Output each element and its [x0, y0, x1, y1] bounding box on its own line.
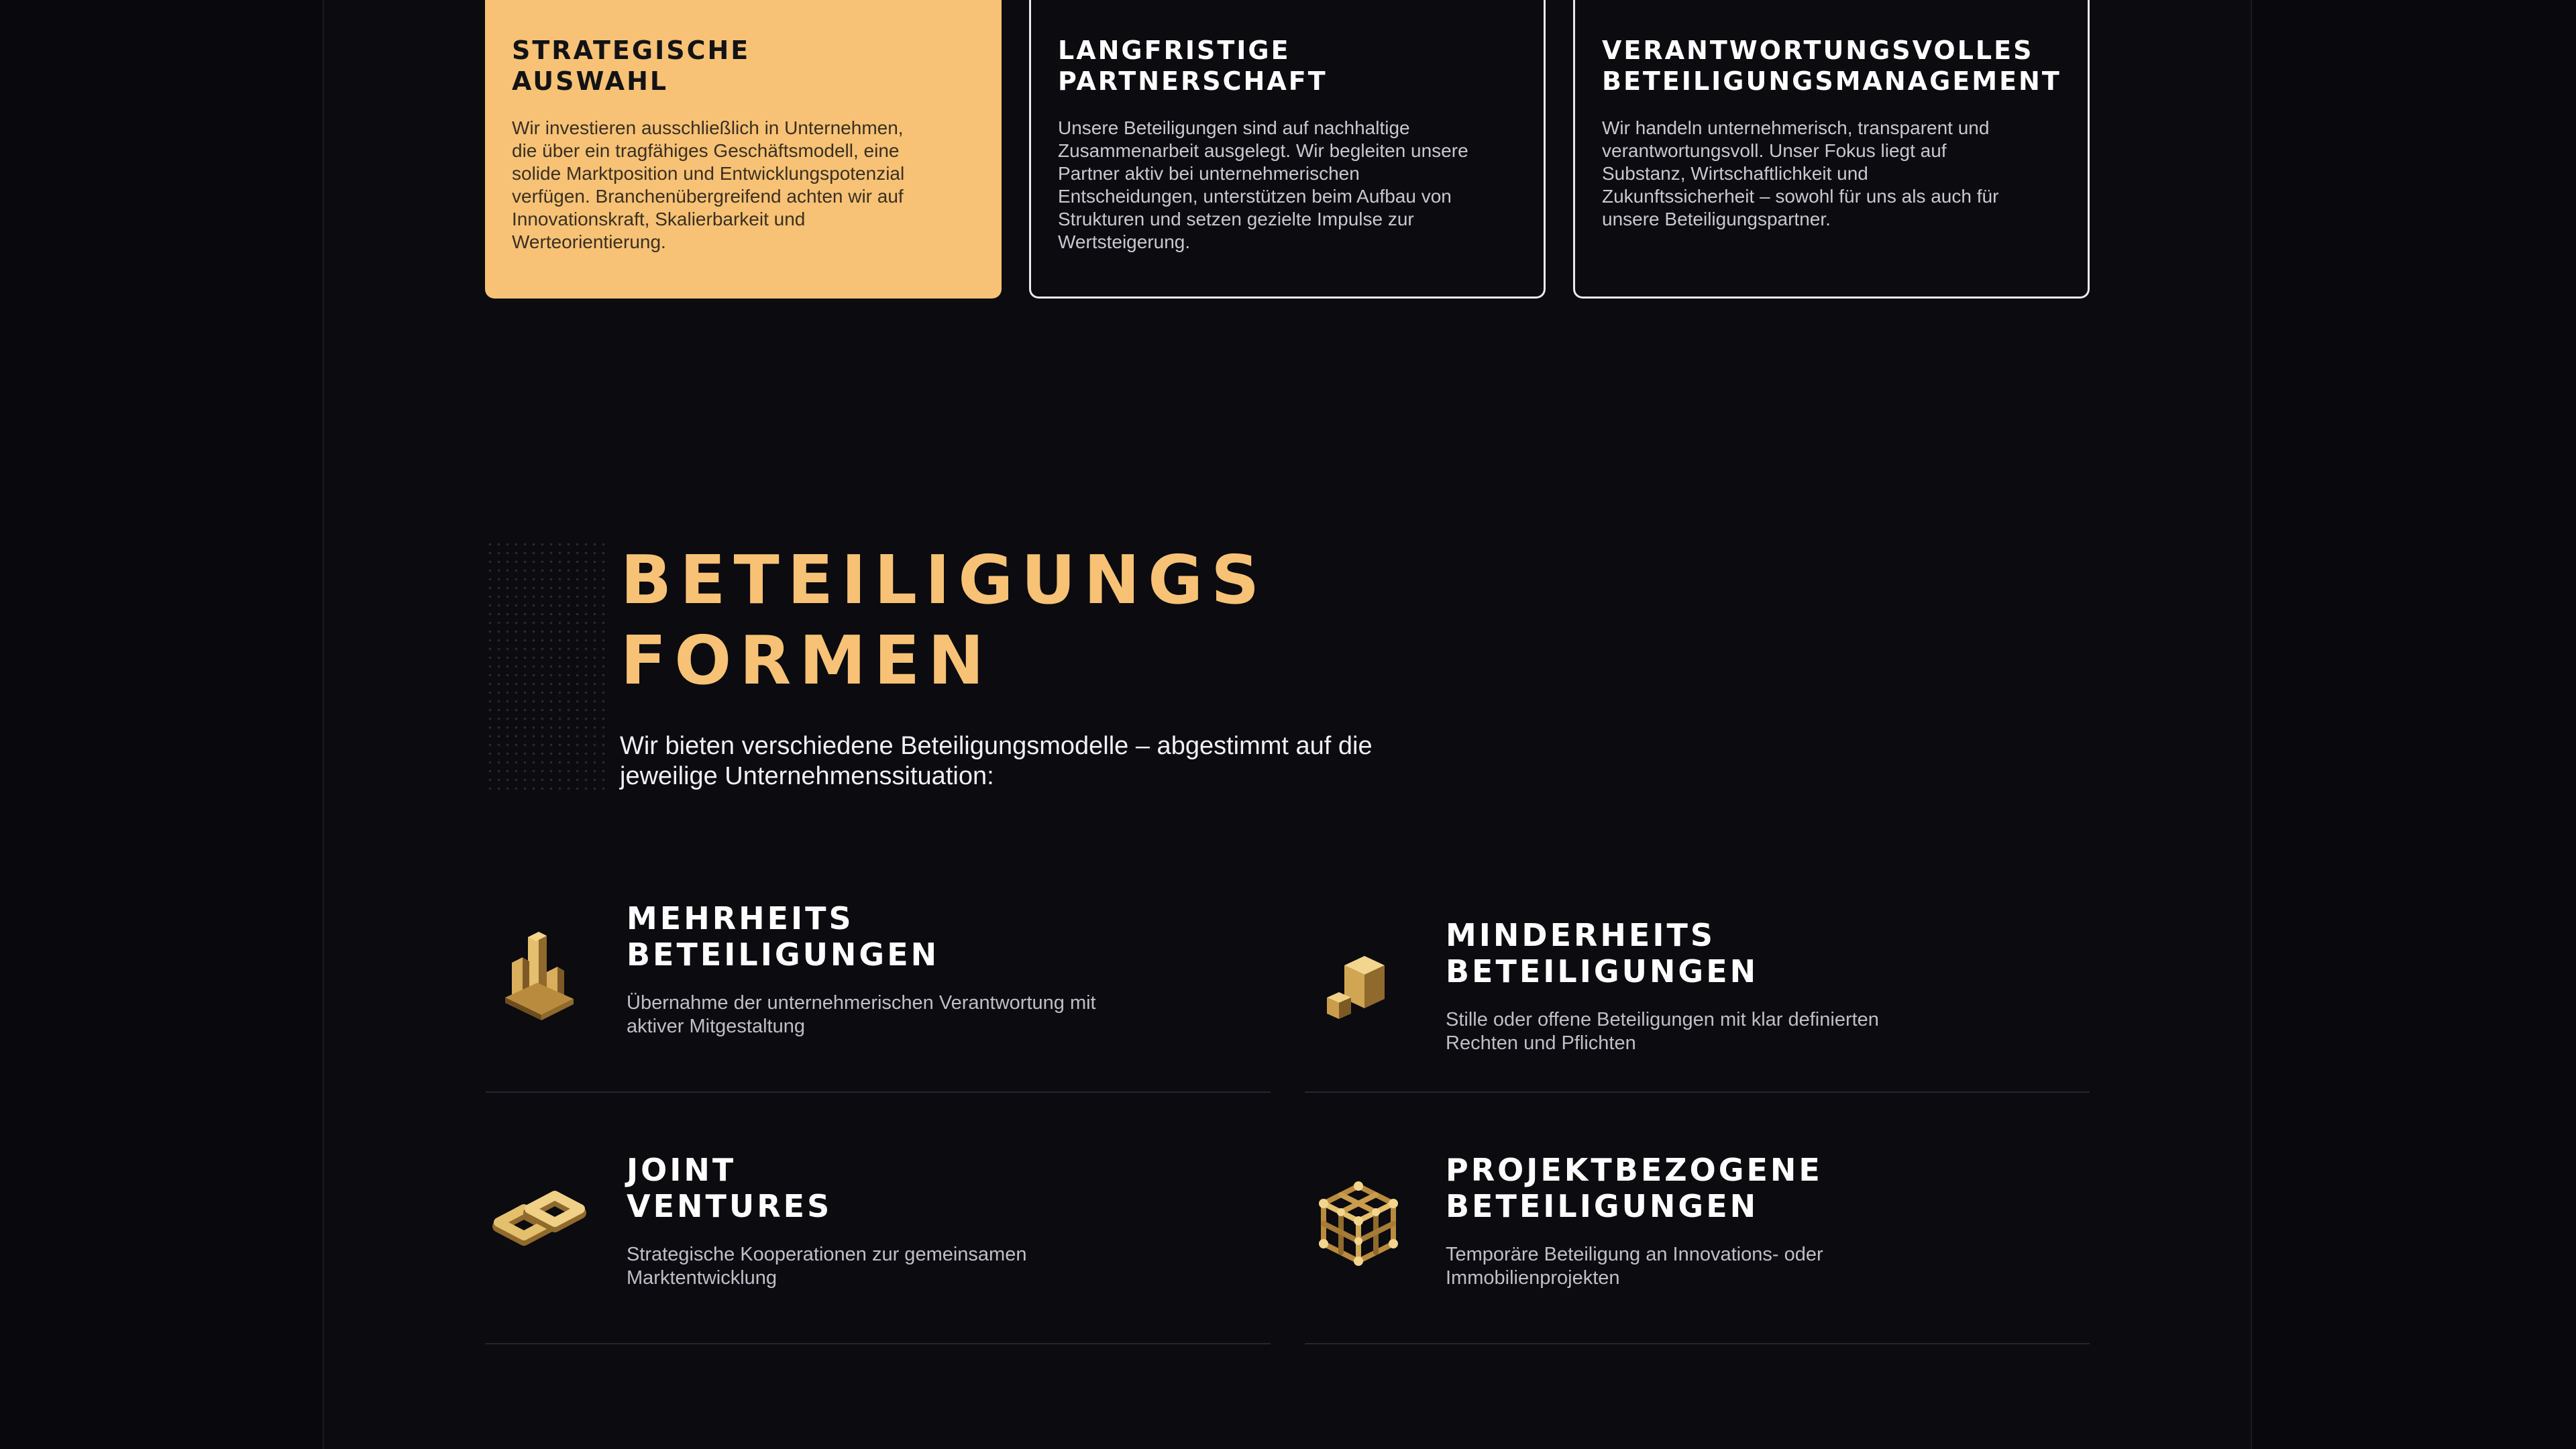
card-title: LANGFRISTIGE PARTNERSCHAFT: [1058, 36, 1328, 96]
form-item-project-based: [1305, 1147, 2090, 1344]
section-intro: Wir bieten verschiedene Beteiligungsmodelle – abgestimmt auf die jeweilige Unternehmenssituation:: [620, 732, 1373, 790]
form-description: Stille oder offene Beteiligungen mit klar definierten Rechten und Pflichten: [1446, 1009, 1879, 1054]
form-text: [627, 1152, 1230, 1290]
form-item-majority: [486, 896, 1271, 1093]
principle-card-strategic-selection: [485, 0, 1002, 299]
form-description: Strategische Kooperationen zur gemeinsamen Marktentwicklung: [627, 1244, 1027, 1289]
cubes-icon: [1308, 936, 1409, 1036]
form-description: Übernahme der unternehmerischen Verantwortung mit aktiver Mitgestaltung: [627, 992, 1096, 1037]
form-title: MINDERHEITS BETEILIGUNGEN: [1446, 917, 1759, 989]
principle-card-long-term-partnership: [1029, 0, 1546, 299]
form-title: MEHRHEITS BETEILIGUNGEN: [627, 900, 940, 973]
form-text: [627, 900, 1230, 1038]
card-title: VERANTWORTUNGSVOLLES BETEILIGUNGSMANAGEMENT: [1602, 36, 2061, 96]
dot-pattern-decoration: [486, 540, 605, 795]
card-title: STRATEGISCHE AUSWAHL: [512, 36, 751, 96]
chain-link-icon: [489, 1174, 590, 1275]
card-text: Wir handeln unternehmerisch, transparent und verantwortungsvoll. Unser Fokus liegt auf Substanz, Wirtschaftlichkeit und Zukunftssicherheit – sowohl für uns als auch für unsere Beteiligungspartner.: [1602, 117, 1999, 229]
card-icon-peek: [1264, 0, 1311, 9]
form-description: Temporäre Beteiligung an Innovations- oder Immobilienprojekten: [1446, 1244, 1823, 1289]
form-text: [1446, 917, 2049, 1055]
card-icon-peek: [720, 0, 767, 9]
principles-cards: [485, 0, 2090, 299]
card-text: Unsere Beteiligungen sind auf nachhaltige Zusammenarbeit ausgelegt. Wir begleiten unsere Partner aktiv bei unternehmerischen Entscheidungen, unterstützen beim Aufbau von Strukturen und setzen gezielte Impulse zur Wertsteigerung.: [1058, 117, 1468, 252]
form-text: [1446, 1152, 2049, 1290]
principle-card-responsible-management: [1573, 0, 2090, 299]
lattice-cube-icon: [1308, 1174, 1409, 1275]
card-text: Wir investieren ausschließlich in Unternehmen, die über ein tragfähiges Geschäftsmodell, eine solide Marktposition und Entwicklungspotenzial verfügen. Branchenübergreifend achten wir auf Innovationskraft, Skalierbarkeit und Werteorientierung.: [512, 117, 905, 252]
section-title: BETEILIGUNGS FORMEN: [621, 541, 1268, 700]
form-item-minority: [1305, 896, 2090, 1093]
form-title: PROJEKTBEZOGENE BETEILIGUNGEN: [1446, 1152, 1823, 1224]
card-icon-peek: [1808, 0, 1855, 9]
form-item-joint-ventures: [486, 1147, 1271, 1344]
building-blocks-icon: [489, 922, 590, 1023]
form-title: JOINT VENTURES: [627, 1152, 833, 1224]
